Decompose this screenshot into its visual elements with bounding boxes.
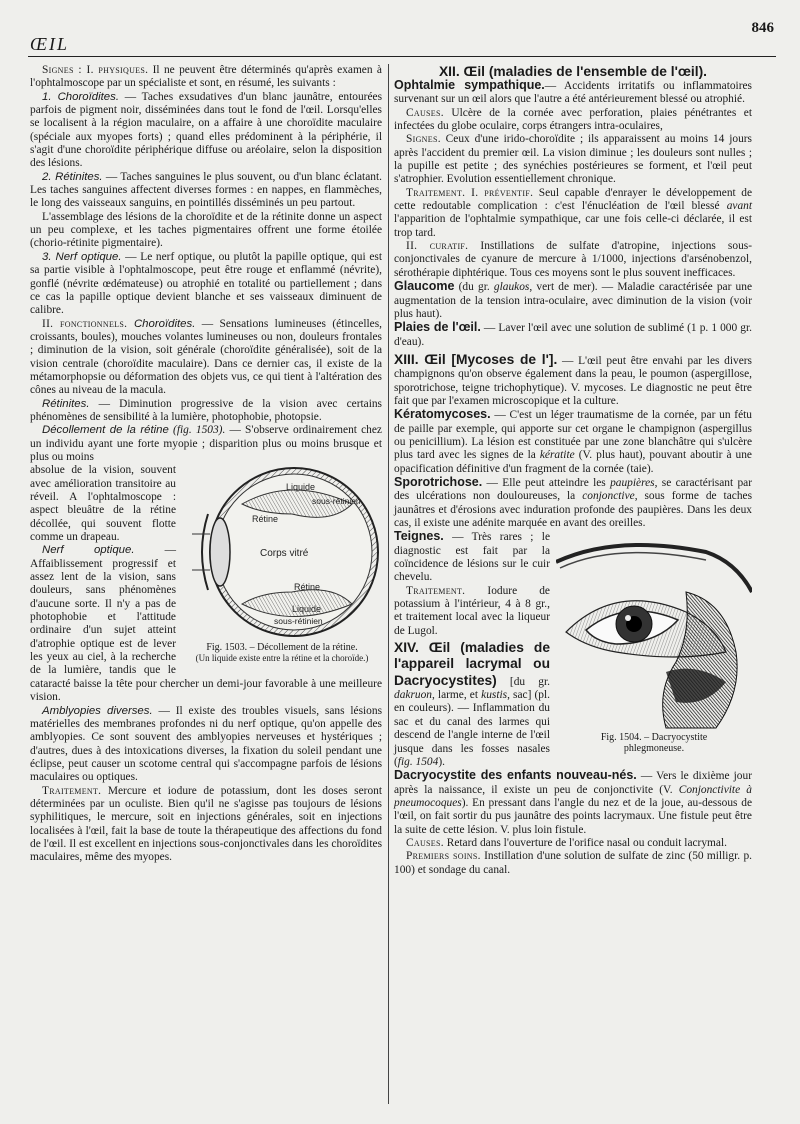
- causes-paragraph: Causes. Ulcère de la cornée avec perforation, plaies pénétrantes et infectées du globe oculaire, corps étrangers intra-oculaires,: [394, 106, 752, 133]
- signes-xii-paragraph: Signes. Ceux d'une irido-choroïdite ; ils apparaissent au moins 14 jours après l'accident du premier œil. La vision diminue ; les douleurs sont nulles ; la pupille est petite ; des synéchies postérieures se forment, et l'œil peut s'atrophier. Evolution essentiellement chronique.: [394, 133, 752, 186]
- signes-xii-label: Signes.: [406, 133, 441, 146]
- figure-1504-caption: Fig. 1504. – Dacryocystite: [600, 732, 708, 744]
- section-xii-title: XII. Œil (maladies de l'ensemble de l'œil).: [438, 64, 707, 79]
- signes-label: Signes : I. physiques.: [42, 64, 149, 76]
- figure-1504: [556, 532, 752, 754]
- glaucome-term: Glaucome: [394, 279, 455, 294]
- nerf-optique-fonct-term: Nerf optique.: [42, 544, 135, 557]
- label-liquide-bottom: Liquide: [292, 604, 322, 615]
- figure-1503: [182, 464, 382, 663]
- dacryocystites-paragraph: XIV. Œil (maladies de l'appareil lacrymal ou Dacryocystites) [du gr. dakruon, larme, et kustis, sac] (pl. en couleurs). — Inflammation du sac et du canal des larmes qui descend de l'angle interne de l'œil jusque dans les fosses nasales (fig. 1504).: [394, 640, 550, 768]
- nerf-optique-fonct-paragraph: Nerf optique. — Affaiblissement progressif et assez lent de la vision, sans douleurs, sans phénomènes d'aucune sorte. Il n'y a pas de photophobie et l'attitude ordinaire d'un sujet atteint d'atrophie optique est de lever les yeux au ciel, à la recherche de la lumière, tandis que le cataracté baisse la tête pour chercher un demi-jour favorable à une meilleure vision.: [30, 544, 382, 704]
- ophtalmie-paragraph: Ophtalmie sympathique.— Accidents irritatifs ou inflammatoires survenant sur un œil alors que l'autre a été antérieurement blessé ou atrophié.: [394, 78, 752, 106]
- curatif-paragraph: II. curatif. Instillations de sulfate d'atropine, injections sous-conjonctivales de cyanure de mercure à 1/1000, injections d'arsénobenzol, sérothérapie diphtérique. Tous ces moyens sont le plus souvent inefficaces.: [394, 240, 752, 279]
- mycoses-paragraph: XIII. Œil [Mycoses de l']. — L'œil peut être envahi par les divers champignons qu'on observe également dans la peau, le poumon (aspergillose, sporotrichose, teigne trichophytique). V. mycoses. Le diagnostic ne peut être fait que par l'examen microscopique et la culture.: [394, 351, 752, 407]
- label-sous-retinien-bottom: sous-rétinien: [274, 616, 323, 627]
- nerf-optique-term: 3. Nerf optique.: [42, 250, 122, 263]
- label-retine-left: Rétine: [252, 514, 279, 525]
- assemblage-paragraph: L'assemblage des lésions de la choroïdite et de la rétinite donne un aspect un peu complexe, et les taches pigmentaires offrent une forme étoilée (chorio-rétinite pigmentaire).: [30, 210, 382, 250]
- dacryocystitis-illustration: [556, 532, 752, 732]
- nerf-optique-paragraph: 3. Nerf optique. — Le nerf optique, ou plutôt la papille optique, qui est sa partie visible à l'ophtalmoscope, peut être rouge et enflammé (névrite), gonflé (névrite œdémateuse) ou atrophié en totalité ou partiellement ; dans ce cas la papille optique devient blanche et ses vaisseaux diminuent de calibre.: [30, 250, 382, 317]
- right-column: [394, 64, 752, 877]
- causes-label: Causes.: [406, 106, 444, 119]
- dacryo-nouveau-nes-term: Dacryocystite des enfants nouveau-nés.: [394, 768, 637, 783]
- label-liquide-top: Liquide: [286, 482, 316, 493]
- sporotrichose-term: Sporotrichose.: [394, 474, 483, 489]
- glaucome-paragraph: Glaucome (du gr. glaukos, vert de mer). — Maladie caractérisée par une augmentation de la tension intra-oculaire, avec diminution de la vision (voir plus haut).: [394, 279, 752, 320]
- traitement-teignes-paragraph: Traitement. Iodure de potassium à l'intérieur, 4 à 8 gr., et traitement local avec la liqueur de Lugol.: [394, 584, 550, 637]
- choroidites-term: 1. Choroïdites.: [42, 90, 119, 103]
- causes-dacryo-label: Causes.: [406, 836, 444, 849]
- retinites-paragraph: 2. Rétinites. — Taches sanguines le plus souvent, ou d'un blanc éclatant. Les taches sanguines affectent diverses formes : en nappes, en flammèches, le long des vaisseaux sanguins, en pointillés disséminés un peu partout.: [30, 170, 382, 210]
- decollement-term: Décollement de la rétine: [42, 424, 169, 437]
- fonctionnels-paragraph: II. fonctionnels. Choroïdites. — Sensations lumineuses (étincelles, croissants, boules), mouches volantes lumineuses ou non, douleurs frontales ; diminution de la vision, soit générale (choroïdite généralisée), soit de la vision centrale (choroïdite maculaire). Dans ce dernier cas, il existe de la métamorphopsie ou déformation des objets vus, ce qui tient à l'altération des cônes au niveau de la macula.: [30, 317, 382, 397]
- running-head: ŒIL: [30, 34, 69, 54]
- traitement-teignes-label: Traitement.: [406, 584, 466, 597]
- traitement-paragraph: Traitement. Mercure et iodure de potassium, dont les doses seront déterminées par un oculiste. Bien qu'il ne s'agisse pas toujours de lésions syphilitiques, le mercure, soit en injections générales, soit en injections localisées à l'œil, fait la base de toute la thérapeutique des affections du fond de l'œil. Il est excellent en injections sous-conjonctivales dans les choroïdites maculaires, même des myopes.: [30, 784, 382, 864]
- retinites-term: 2. Rétinites.: [42, 170, 103, 183]
- plaies-paragraph: Plaies de l'œil. — Laver l'œil avec une solution de sublimé (1 p. 1 000 gr. d'eau).: [394, 320, 752, 348]
- ophtalmie-term: Ophtalmie sympathique.: [394, 78, 545, 92]
- figure-1503-subcaption: (Un liquide existe entre la rétine et la choroïde.): [195, 653, 369, 664]
- fonctionnels-label: II. fonctionnels.: [42, 317, 128, 330]
- dacryo-nouveau-nes-paragraph: Dacryocystite des enfants nouveau-nés. — Vers le dixième jour après la naissance, il existe un peu de conjonctivite (V. Conjonctivite à pneumocoques). En pressant dans l'angle du nez et de la joue, au-dessous de l'œil, on fait sortir du pus jaunâtre des points lacrymaux. Une fistule peut être la suite de cette lésion. V. plus loin fistule.: [394, 768, 752, 836]
- teignes-term: Teignes.: [394, 529, 444, 544]
- teignes-paragraph: Teignes. — Très rares ; le diagnostic est fait par la coïncidence de lésions sur le cuir chevelu.: [394, 529, 550, 584]
- keratomycoses-paragraph: Kératomycoses. — C'est un léger traumatisme de la cornée, par un fétu de paille par exemple, qui apporte sur cet organe le champignon (aspergillus ou penicillium). La lésion est constituée par une zone blanchâtre qui s'ulcère plus tard avec les signes de la kératite (V. plus haut), pouvant aboutir à une opacification définitive d'un fragment de la cornée (taie).: [394, 407, 752, 475]
- amblyopies-term: Amblyopies diverses.: [42, 704, 153, 717]
- causes-dacryo-paragraph: Causes. Retard dans l'ouverture de l'orifice nasal ou conduit lacrymal.: [406, 836, 727, 849]
- keratomycoses-term: Kératomycoses.: [394, 407, 491, 422]
- premiers-soins-paragraph: Premiers soins. Instillation d'une solution de sulfate de zinc (50 milligr. p. 100) et sondage du canal.: [394, 850, 752, 876]
- traitement-label: Traitement.: [42, 784, 102, 797]
- header-rule: [28, 56, 776, 57]
- section-xiii-title: XIII. Œil [Mycoses de l'].: [394, 351, 558, 367]
- section-xiv-title: XIV. Œil (maladies de l'appareil lacrymal ou Dacryocystites): [394, 640, 550, 688]
- left-column: [30, 64, 382, 865]
- page-number: 846: [751, 20, 774, 36]
- traitement-preventif-paragraph: Traitement. I. préventif. Seul capable d'enrayer le développement de cette redoutable complication : c'est l'énucléation de l'œil blessé avant l'apparition de l'ophtalmie sympathique, car une fois celle-ci déclarée, il est trop tard.: [394, 186, 753, 239]
- plaies-term: Plaies de l'œil.: [394, 320, 481, 335]
- traitement-preventif-label: Traitement. I. préventif.: [406, 186, 534, 199]
- figure-1504-caption-2: phlegmoneuse.: [623, 743, 685, 755]
- label-corps-vitre: Corps vitré: [260, 548, 309, 560]
- decollement-paragraph: Décollement de la rétine (fig. 1503). — S'observe ordinairement chez un individu ayant une forte myopie ; disparition plus ou moins brusque et plus ou moins: [30, 424, 382, 463]
- retinal-detachment-illustration: [182, 464, 382, 642]
- premiers-soins-label: Premiers soins.: [406, 850, 481, 863]
- retinites-fonct-term: Rétinites.: [42, 397, 90, 410]
- choroidites-paragraph: 1. Choroïdites. — Taches exsudatives d'un blanc jaunâtre, entourées parfois de pigment noir, disséminées dans tout le fond de l'œil. Lorsqu'elles se localisent à la région maculaire, on a affaire à une choroïdite maculaire (spéciale aux myopes forts) ; quand elles prédominent à la périphérie, il s'agit d'une choroïdite périphérique diffuse ou aréolaire, selon la disposition des lésions.: [30, 90, 382, 170]
- label-sous-retinien-top: sous-rétinien: [312, 496, 361, 507]
- amblyopies-paragraph: Amblyopies diverses. — Il existe des troubles visuels, sans lésions matérielles des membranes profondes ni du nerf optique, qu'on appelle des amblyopies. Ce sont souvent des amblyopies nerveuses et hystériques ; d'autres, dues à des intoxications diverses, la fixation du soleil pendant une éclipse, peut causer un scotome central qui s'accompagne parfois de lésions maculaires ou optiques.: [30, 704, 383, 784]
- sporotrichose-paragraph: Sporotrichose. — Elle peut atteindre les paupières, se caractérisant par des ulcérations non douloureuses, la conjonctive, sous forme de taches jaunâtres et d'érosions avec induration profonde des paupières. Dans les deux cas, il existe une adénite marquée en avant des oreilles.: [394, 474, 753, 529]
- label-retine-bottom: Rétine: [294, 582, 321, 593]
- figure-1503-caption: Fig. 1503. – Décollement de la rétine.: [206, 642, 358, 654]
- decollement-continued: absolue de la vision, souvent avec amélioration transitoire au réveil. A l'ophtalmoscope : aspect bleuâtre de la rétine décollée, qui souvent flotte comme un drapeau.: [30, 464, 176, 544]
- curatif-label: II. curatif.: [406, 240, 469, 253]
- retinites-fonct-paragraph: Rétinites. — Diminution progressive de la vision avec certains phénomènes de sensibilité à la lumière, photophobie, photopsie.: [30, 397, 382, 423]
- column-separator: [388, 64, 389, 1104]
- signes-paragraph: Signes : I. physiques. Il ne peuvent être déterminés qu'après examen à l'ophtalmoscope par un spécialiste et sont, en résumé, les suivants :: [30, 64, 382, 90]
